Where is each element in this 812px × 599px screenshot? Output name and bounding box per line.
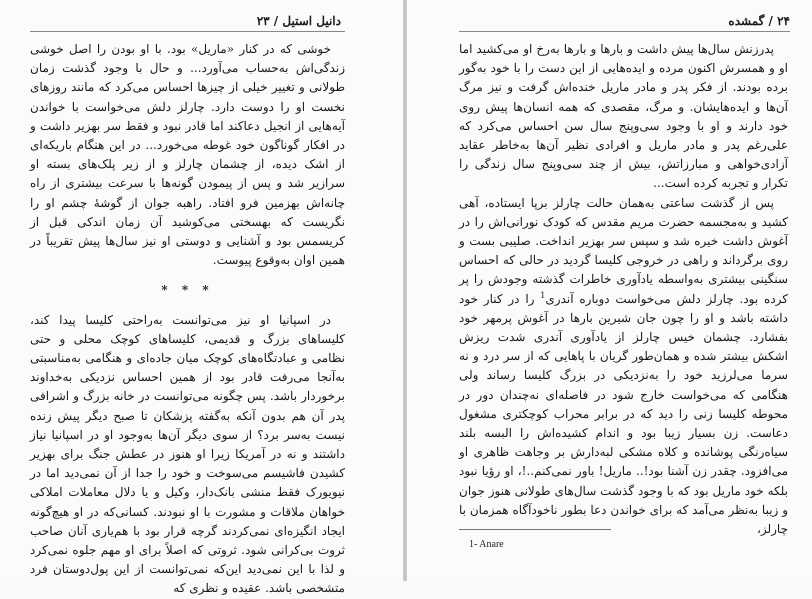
left-paragraph-1: خوشی که در کنار «ماریل» بود. با او بودن را اصل خوشی زندگی‌اش به‌حساب می‌آورد... و حال با وجود گذشت زمان طولانی و تغییر خیلی از چیزها احساس می‌کرد که مانند روزهای نخست او را دوست دارد. چارلز دلش می‌خواست با خواندن آیه‌هایی از انجیل دعاکند اما قادر نبود و فقط سر بهزیر داشت و در افکار گوناگون خود غوطه می‌خورد... در این هنگام باریکه‌ای از اشک دیده، از چشمان چارلز و از زیر پلک‌های بسته او سرازیر شد و پس از پیمودن گونه‌ها با سرعت بیشتری از راه چانه‌اش بهزمین فرو افتاد. راهبه جوان از گوشهٔ چشم او را نگریست که بهسختی می‌کوشید آن زمان اندکی قبل از کریسمس بود و آشنایی و دوستی او نیز سال‌ها پیش تقریباً در همین اوان به‌وقوع پیوست. bbox=[30, 42, 345, 268]
footnote: 1- Anare bbox=[469, 539, 504, 550]
paragraph-2-start: پس از گذشت ساعتی به‌همان حالت چارلز برپا ایستاده، آهی کشید و به‌مجسمه حضرت مریم مقدس که کودک نورانی‌اش را در آغوش داشت خیره شد و سپس سر بهزیر انداخت. صلیبی بست و روی برگرداند و راهی در خروجی کلیسا گردید در حالی که احساس سنگینی بیشتری به‌واسطه یادآوری خاطرات گذشته وجودش را پر کرده بود. چارلز دلش می‌خواست دوباره آندری bbox=[459, 195, 788, 306]
left-page-text bbox=[30, 40, 345, 599]
left-header-rule bbox=[30, 31, 345, 32]
right-header-rule bbox=[459, 31, 790, 32]
right-page-text bbox=[459, 40, 788, 539]
right-paragraph-2 bbox=[459, 194, 788, 540]
left-running-head: دانیل استیل / ۲۳ bbox=[256, 14, 341, 28]
section-separator: * * * bbox=[161, 283, 214, 298]
right-paragraph-1: پدرزنش سال‌ها پیش داشت و بارها و بارها به‌رخ او می‌کشید اما او و همسرش اکنون مرده و ایده‌هایی از این دست را با خود به‌گور برده بودند. از فکر پدر و مادر ماریل خنده‌اش گرفت و نیز مرگ آن‌ها و ایده‌هایشان. و مرگ، مقصدی که همه انسان‌ها پیش روی خود دارند و او با وجود سی‌وپنج سال سن احساس می‌کرد که علی‌رغم پدر و مادر ماریل و افرادی نظیر آن‌ها به‌خاطر عقاید آزادی‌خواهی و مبارزاتش، بیش از چند سی‌وپنج سال زندگی را تکرار و تجربه کرده است... bbox=[459, 42, 788, 191]
paragraph-2-rest: را در کنار خود داشته باشد و او را چون جان شیرین بارها در آغوش پرمهر خود بفشارد. چشمان خیس چارلز از یادآوری آندری شدت ریزش اشکش بیشتر شده و همان‌طور گریان با پاهایی که از سر درد و نه سرما می‌لرزید خود را به‌نزدیکی در بزرگ کلیسا رساند ولی هنگامی که می‌خواست خارج شود در فاصله‌ای نه‌چندان دور در محوطه کلیسا زنی را دید که در برابر محراب کوچکتری مشغول دعاست. زن بسیار زیبا بود و اندام کشیده‌اش را البسه بلند سیاه‌رنگی پوشانده و کلاه مشکی لبه‌دارش بر وجاهت ظاهری او می‌افزود. چقدر زن آشنا بود!.. ماریل! باور نمی‌کنم..!، او رؤیا نبود بلکه خود ماریل بود که با وجود گذشت سال‌های طولانی هنوز جوان و زیبا به‌نظر می‌آمد که برای خواندن دعا بطور ناخودآگاه همزمان با چارلز، bbox=[459, 291, 788, 537]
right-page bbox=[407, 0, 812, 581]
footnote-rule bbox=[459, 529, 611, 530]
left-paragraph-2: در اسپانیا او نیز می‌توانست به‌راحتی کلیسا پیدا کند، کلیساهای بزرگ و قدیمی، کلیساهای کوچک محلی و حتی نظامی و عبادتگاه‌های کوچک میان جاده‌ای و هنگامی به‌مناسبتی به‌آنجا می‌رفت قادر بود از همین احساس نزدیکی به‌خداوند برخوردار باشد. پس چگونه می‌توانست در خانه بزرگ و اشرافی پدر آن هم بدون آنکه به‌گفته پزشکان تا صبح دیگر پیش زنده نیست به‌سر برد؟ از سوی دیگر آن‌ها به‌وجود او در اسپانیا نیاز داشتند و نه در آمریکا زیرا او هنوز در عطش جنگ برای بهزیر کشیدن فاشیسم می‌سوخت و خود را جدا از آن نمی‌دید اما در نیویورک فقط منشی بانک‌دار، وکیل و یا دلال معاملات املاکی خواهان ملاقات و مشورت با او نبودند. کسانی‌که در او هیچ‌گونه ایجاد انگیزه‌ای نمی‌کردند گرچه قرار بود با هم‌یاری آنان صاحب ثروت بی‌کرانی شود. ثروتی که اصلاً برای او مهم جلوه نمی‌کرد و لذا با این نمی‌دید این‌که نمی‌توانست از این پول‌دوستان فرد متشخصی باشد. عقیده و نظری که bbox=[30, 312, 345, 596]
left-page bbox=[0, 0, 403, 596]
footnote-marker: 1 bbox=[540, 290, 546, 300]
right-running-head: ۲۴ / گمشده bbox=[728, 14, 790, 28]
